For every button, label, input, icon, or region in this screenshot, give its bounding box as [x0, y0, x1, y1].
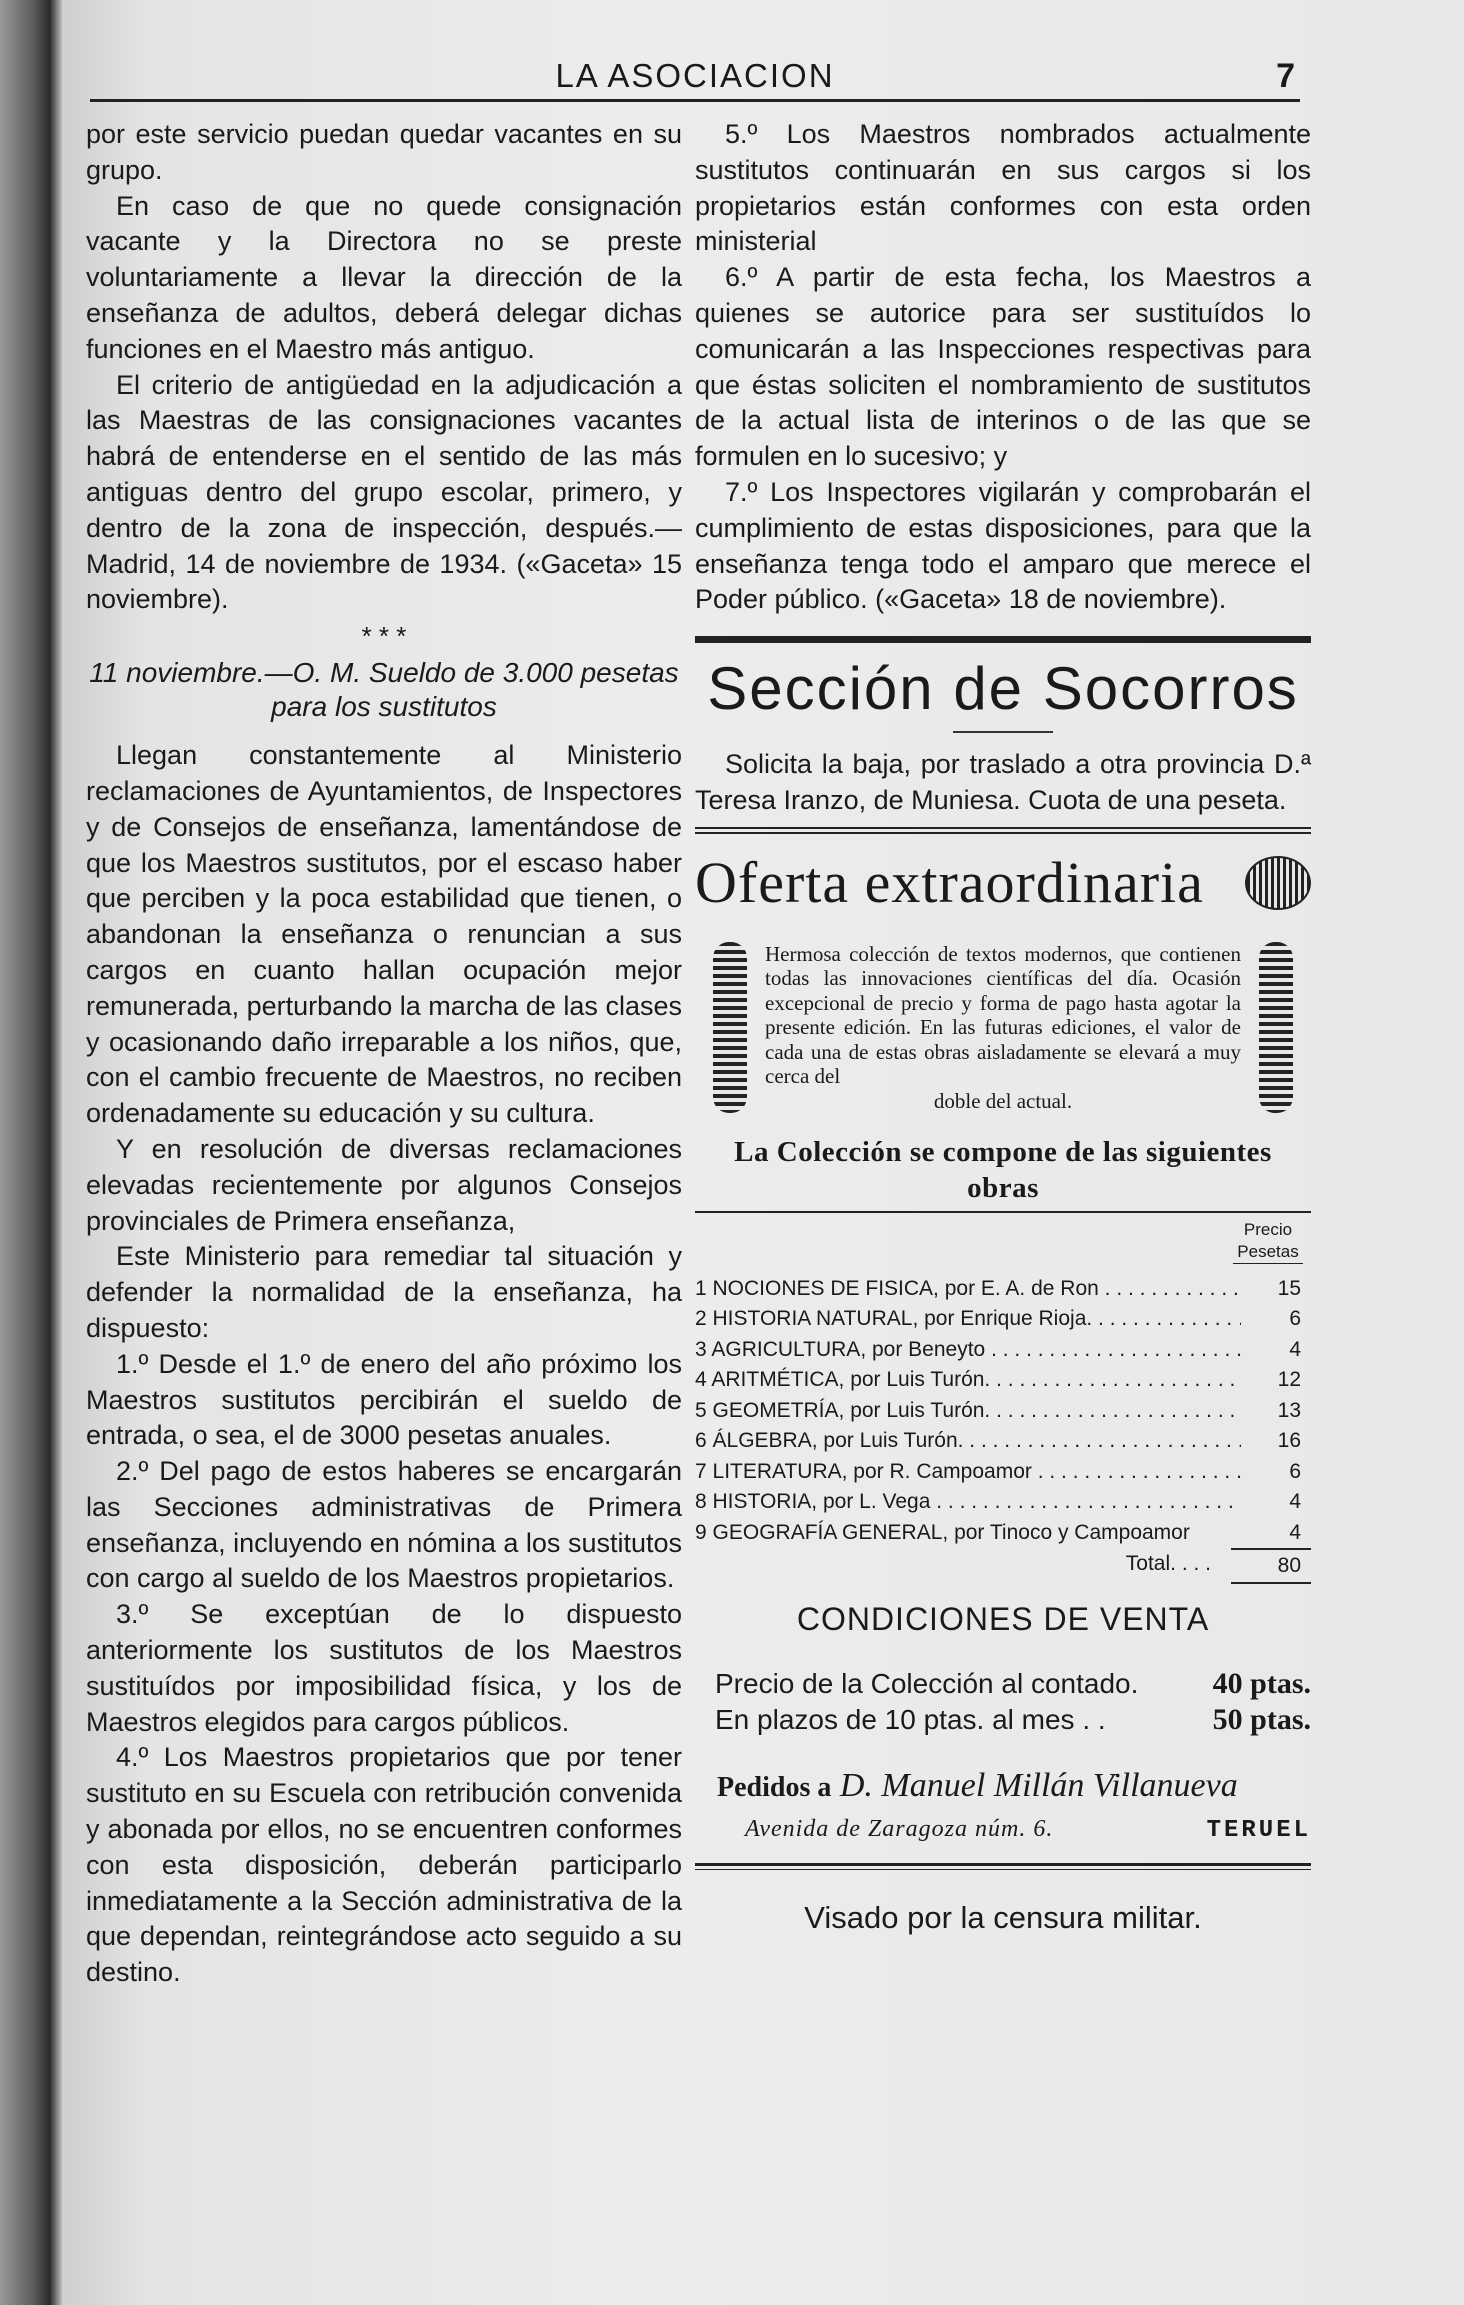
socorros-text: Solicita la baja, por traslado a otra provincia D.ª Teresa Iranzo, de Muniesa. Cuota de una peseta.: [695, 749, 1311, 815]
offer-description: Hermosa colección de textos modernos, que contienen todas las innovaciones científicas del día. Ocasión excepcional de precio y forma de pago hasta agotar la presente edición. En las futuras ediciones, el valor de cada una de estas obras aisladamente se elevará a muy cerca del: [765, 941, 1241, 1089]
paragraph: Este Ministerio para remediar tal situación y defender la normalidad de la enseñanza, ha dispuesto:: [86, 1241, 682, 1343]
orders-city: TERUEL: [1206, 1816, 1311, 1844]
list-item: [695, 1518, 1311, 1549]
item-price: 13: [1277, 1398, 1301, 1422]
item-price: 16: [1277, 1429, 1301, 1453]
total-row: [695, 1548, 1311, 1584]
list-item: [695, 1335, 1311, 1366]
condition-price: 50 ptas.: [1212, 1703, 1311, 1737]
item-label: 1 NOCIONES DE FISICA, por E. A. de Ron . . .: [695, 1274, 1241, 1305]
item-label: 2 HISTORIA NATURAL, por Enrique Rioja. . . .: [695, 1304, 1241, 1335]
condition-label: Precio de la Colección al contado.: [715, 1668, 1139, 1700]
orders-line: [695, 1768, 1311, 1806]
collection-heading: La Colección se compone de las siguientes obras: [695, 1135, 1311, 1213]
header-rule: [90, 99, 1300, 102]
paragraph: 2.º Del pago de estos haberes se encargarán las Secciones administrativas de Primera enseñanza, incluyendo en nómina a los sustitutos con cargo al sueldo de los Maestros propietarios.: [86, 1456, 682, 1594]
footer-divider: [695, 1863, 1311, 1870]
item-price: 6: [1289, 1459, 1301, 1483]
offer-title: Oferta extraordinaria: [695, 849, 1204, 915]
address-line: [695, 1812, 1311, 1849]
list-item: [695, 1426, 1311, 1457]
offer-header: [695, 848, 1311, 918]
offer-box: [695, 942, 1311, 1114]
paragraph: 7.º Los Inspectores vigilarán y comprobarán el cumplimiento de estas disposiciones, para que la enseñanza tenga todo el amparo que merece el Poder público. («Gaceta» 18 de noviembre).: [695, 476, 1311, 615]
condition-row: [695, 1666, 1311, 1702]
striped-ornament-icon: [1259, 942, 1293, 1114]
paragraph: Y en resolución de diversas reclamaciones elevadas recientemente por algunos Consejos provinciales de Primera enseñanza,: [86, 1133, 682, 1236]
item-label: 9 GEOGRAFÍA GENERAL, por Tinoco y Campoamor: [695, 1520, 1190, 1544]
orders-prefix: Pedidos a: [717, 1772, 832, 1804]
offer-description-end: doble del actual.: [933, 1088, 1073, 1113]
striped-ornament-icon: [713, 942, 747, 1114]
paragraph: por este servicio puedan quedar vacantes en su grupo.: [86, 119, 682, 185]
item-label: 3 AGRICULTURA, por Beneyto . . .: [695, 1335, 1241, 1366]
condition-price: 40 ptas.: [1212, 1667, 1311, 1701]
condition-row: [695, 1702, 1311, 1738]
orders-name: D. Manuel Millán Villanueva: [839, 1767, 1238, 1805]
conditions-title: CONDICIONES DE VENTA: [796, 1601, 1210, 1638]
paragraph: 5.º Los Maestros nombrados actualmente sustitutos continuarán en sus cargos si los propietarios están conformes con esta orden ministerial: [695, 119, 1311, 257]
list-item: [695, 1396, 1311, 1427]
list-item: [695, 1457, 1311, 1488]
item-label: 7 LITERATURA, por R. Campoamor . . .: [695, 1457, 1241, 1488]
book-spine: [0, 0, 62, 2305]
price-column-label: Precio Pesetas: [1233, 1219, 1303, 1264]
item-price: 4: [1289, 1337, 1301, 1361]
item-label: 4 ARITMÉTICA, por Luis Turón. . . .: [695, 1365, 1241, 1396]
total-value: 80: [1231, 1548, 1311, 1584]
item-price: 15: [1277, 1276, 1301, 1300]
section-stars: * * *: [361, 621, 407, 652]
paragraph: 1.º Desde el 1.º de enero del año próximo los Maestros sustitutos percibirán el sueldo de entrada, o sea, el de 3000 pesetas anuales.: [86, 1348, 682, 1451]
list-item: [695, 1304, 1311, 1335]
paragraph: 4.º Los Maestros propietarios que por tener sustituto en su Escuela con retribución convenida y abonada por ellos, no se encuentren conformes con esta disposición, deberán participarlo inmediatamente a la Sección administrativa de la que dependan, reintegrándose acto seguido a su destino.: [86, 1742, 682, 1988]
order-subheading: 11 noviembre.—O. M. Sueldo de 3.000 pesetas para los sustitutos: [89, 657, 679, 723]
paragraph: El criterio de antigüedad en la adjudicación a las Maestras de las consignaciones vacantes habrá de entenderse en el sentido de las más antiguas dentro del grupo escolar, primero, y dentro de la zona de inspección, después.—Madrid, 14 de noviembre de 1934. («Gaceta» 15 noviembre).: [86, 369, 682, 615]
list-item: [695, 1365, 1311, 1396]
total-label: Total. . . .: [1125, 1552, 1211, 1576]
price-column-heading: [695, 1219, 1311, 1264]
condition-label: En plazos de 10 ptas. al mes . .: [715, 1704, 1106, 1736]
item-price: 12: [1277, 1368, 1301, 1392]
page-header: [90, 55, 1300, 105]
paragraph: En caso de que no quede consignación vacante y la Directora no se preste voluntariamente a llevar la dirección de la enseñanza de adultos, deberá delegar dichas funciones en el Maestro más antiguo.: [86, 190, 682, 364]
item-label: 8 HISTORIA, por L. Vega . . .: [695, 1487, 1241, 1518]
section-divider: [695, 827, 1311, 834]
left-column: [86, 117, 682, 1991]
offer-text: [765, 942, 1241, 1114]
section-divider: [695, 636, 1311, 643]
paragraph: Llegan constantemente al Ministerio reclamaciones de Ayuntamientos, de Inspectores y de Consejos de enseñanza, lamentándose de que los Maestros sustitutos, por el escaso haber que perciben y la poca estabilidad que tienen, o abandonan la enseñanza o renuncian a sus cargos en cuanto hallan ocupación mejor remunerada, perturbando la marcha de las clases y ocasionando daño irreparable a los niños, que, con el cambio frecuente de Maestros, no reciben ordenadamente su educación y su cultura.: [86, 740, 682, 1129]
book-list: [695, 1274, 1311, 1549]
censorship-note: Visado por la censura militar.: [804, 1899, 1202, 1935]
item-label: 5 GEOMETRÍA, por Luis Turón. . . .: [695, 1396, 1241, 1427]
orders-address: Avenida de Zaragoza núm. 6.: [745, 1815, 1054, 1842]
journal-title: LA ASOCIACION: [555, 57, 835, 94]
item-price: 6: [1289, 1307, 1301, 1331]
right-column: [695, 117, 1311, 1936]
paragraph: 3.º Se exceptúan de lo dispuesto anteriormente los sustitutos de los Maestros sustituídos por imposibilidad física, y los de Maestros elegidos para cargos públicos.: [86, 1599, 682, 1737]
list-item: [695, 1487, 1311, 1518]
item-price: 4: [1289, 1520, 1301, 1544]
item-price: 4: [1289, 1490, 1301, 1514]
page-number: 7: [1276, 57, 1295, 95]
globe-ornament-icon: [1245, 856, 1311, 910]
item-label: 6 ÁLGEBRA, por Luis Turón. . . .: [695, 1426, 1241, 1457]
paragraph: 6.º A partir de esta fecha, los Maestros a quienes se autorice para ser sustituídos lo comunicarán a las Inspecciones respectivas para que éstas soliciten el nombramiento de sustitutos de la actual lista de interinos o de las que se formulen en lo sucesivo; y: [695, 262, 1311, 472]
list-item: [695, 1274, 1311, 1305]
socorros-title: Sección de Socorros: [707, 655, 1299, 723]
short-divider: [953, 731, 1053, 733]
